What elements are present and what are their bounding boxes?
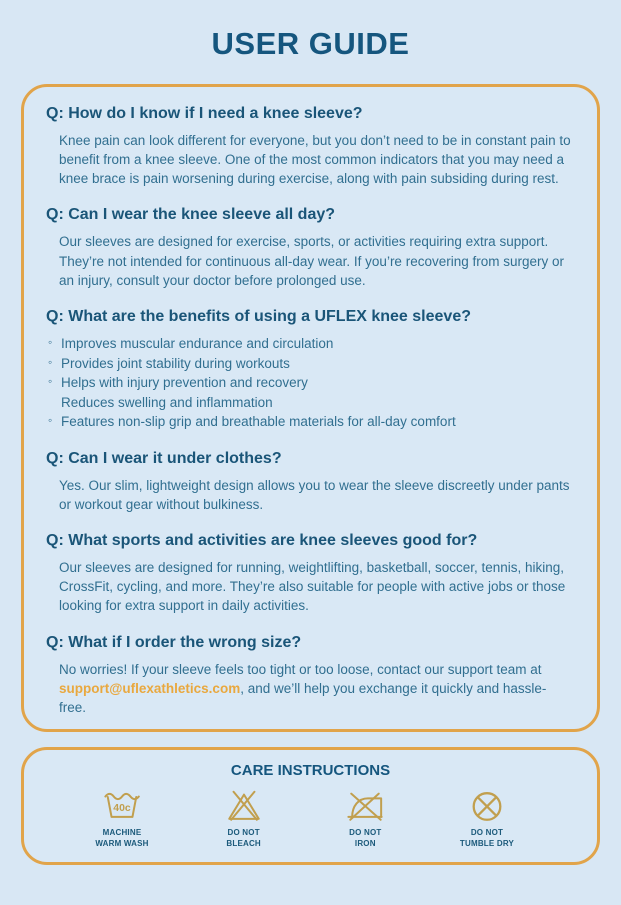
wash-temp-label: 40c: [113, 803, 131, 815]
faq-answer: Knee pain can look different for everyone, but you don’t need to be in constant pain to benefit from a knee sleeve. One of the most common indicators that you may need a knee brace is pain worsening during exercise, along with pain subsiding during rest.: [59, 133, 571, 187]
support-email-link[interactable]: support@uflexathletics.com: [59, 680, 241, 696]
benefit-item: [48, 412, 571, 432]
benefit-text: Improves muscular endurance and circulation: [61, 335, 334, 351]
bullet-icon: ◦: [48, 374, 53, 389]
care-label: [226, 828, 261, 850]
benefit-text: Provides joint stability during workouts: [61, 355, 290, 371]
care-label-line2: BLEACH: [226, 838, 261, 848]
care-item-do-not-bleach: [188, 787, 300, 850]
faq-question: Q: How do I know if I need a knee sleeve?: [46, 105, 363, 122]
care-label: [95, 828, 148, 850]
faq-answer: Our sleeves are designed for exercise, sports, or activities requiring extra support. They’re not intended for continuous all-day wear. If you’re recovering from surgery or an injury, consult your doctor before prolonged use.: [59, 234, 564, 288]
benefit-item: [48, 393, 571, 413]
machine-warm-wash-icon: [101, 787, 143, 825]
answer-text-pre: No worries! If your sleeve feels too tight or too loose, contact our support team at: [59, 661, 542, 677]
benefit-item: [48, 334, 571, 354]
benefit-text: Reduces swelling and inflammation: [61, 394, 273, 410]
faq-item-sports-activities: [46, 532, 571, 615]
faq-question: Q: What if I order the wrong size?: [46, 633, 302, 651]
faq-item-wrong-size: [46, 634, 571, 717]
care-label-line2: IRON: [354, 838, 376, 848]
care-card: [21, 747, 600, 865]
benefit-text: Helps with injury prevention and recovery: [61, 375, 308, 391]
care-label-line1: DO NOT: [227, 828, 260, 837]
care-label: [349, 828, 381, 850]
faq-question: Q: What sports and activities are knee sleeves good for?: [46, 532, 478, 550]
do-not-iron-icon: [344, 787, 386, 825]
care-icons-row: [36, 787, 585, 850]
care-label: [460, 828, 514, 850]
faq-question: Q: Can I wear it under clothes?: [46, 449, 282, 467]
faq-answer: Yes. Our slim, lightweight design allows you to wear the sleeve discreetly under pants or workout gear without bulkiness.: [59, 477, 570, 512]
benefit-item: [48, 373, 571, 393]
bullet-icon: [48, 393, 61, 413]
faq-item-benefits: [46, 308, 571, 432]
benefits-list: [46, 334, 571, 432]
do-not-tumble-dry-icon: [466, 787, 508, 825]
bullet-icon: ◦: [48, 334, 53, 349]
faq-question: Q: Can I wear the knee sleeve all day?: [46, 206, 336, 224]
faq-item-under-clothes: [46, 450, 571, 514]
benefit-text: Features non-slip grip and breathable materials for all-day comfort: [61, 414, 456, 430]
bullet-icon: ◦: [48, 413, 53, 428]
faq-card: [21, 84, 600, 732]
faq-item-need-knee-sleeve: [46, 105, 571, 188]
care-label-line2: WARM WASH: [95, 838, 149, 848]
faq-answer: Our sleeves are designed for running, weightlifting, basketball, soccer, tennis, hiking, CrossFit, cycling, and more. They’re also suitable for people with active jobs or those looking for extra support in daily activities.: [59, 560, 566, 614]
do-not-bleach-icon: [223, 787, 265, 825]
care-label-line2: TUMBLE DRY: [459, 838, 515, 848]
care-instructions-title: CARE INSTRUCTIONS: [230, 762, 391, 779]
benefit-item: [48, 354, 571, 374]
page-title: USER GUIDE: [211, 26, 410, 61]
faq-answer: [59, 660, 571, 717]
faq-question: Q: What are the benefits of using a UFLEX knee sleeve?: [46, 307, 471, 325]
care-item-do-not-tumble-dry: [431, 787, 543, 850]
answer-text-post: , and we’ll help you exchange it quickly and hassle-free.: [59, 680, 547, 715]
care-label-line1: DO NOT: [349, 828, 382, 837]
care-item-machine-warm-wash: [66, 787, 178, 850]
care-item-do-not-iron: [309, 787, 421, 850]
care-label-line1: DO NOT: [470, 828, 504, 837]
bullet-icon: ◦: [48, 354, 53, 369]
care-label-line1: MACHINE: [102, 828, 142, 837]
faq-item-wear-all-day: [46, 206, 571, 289]
